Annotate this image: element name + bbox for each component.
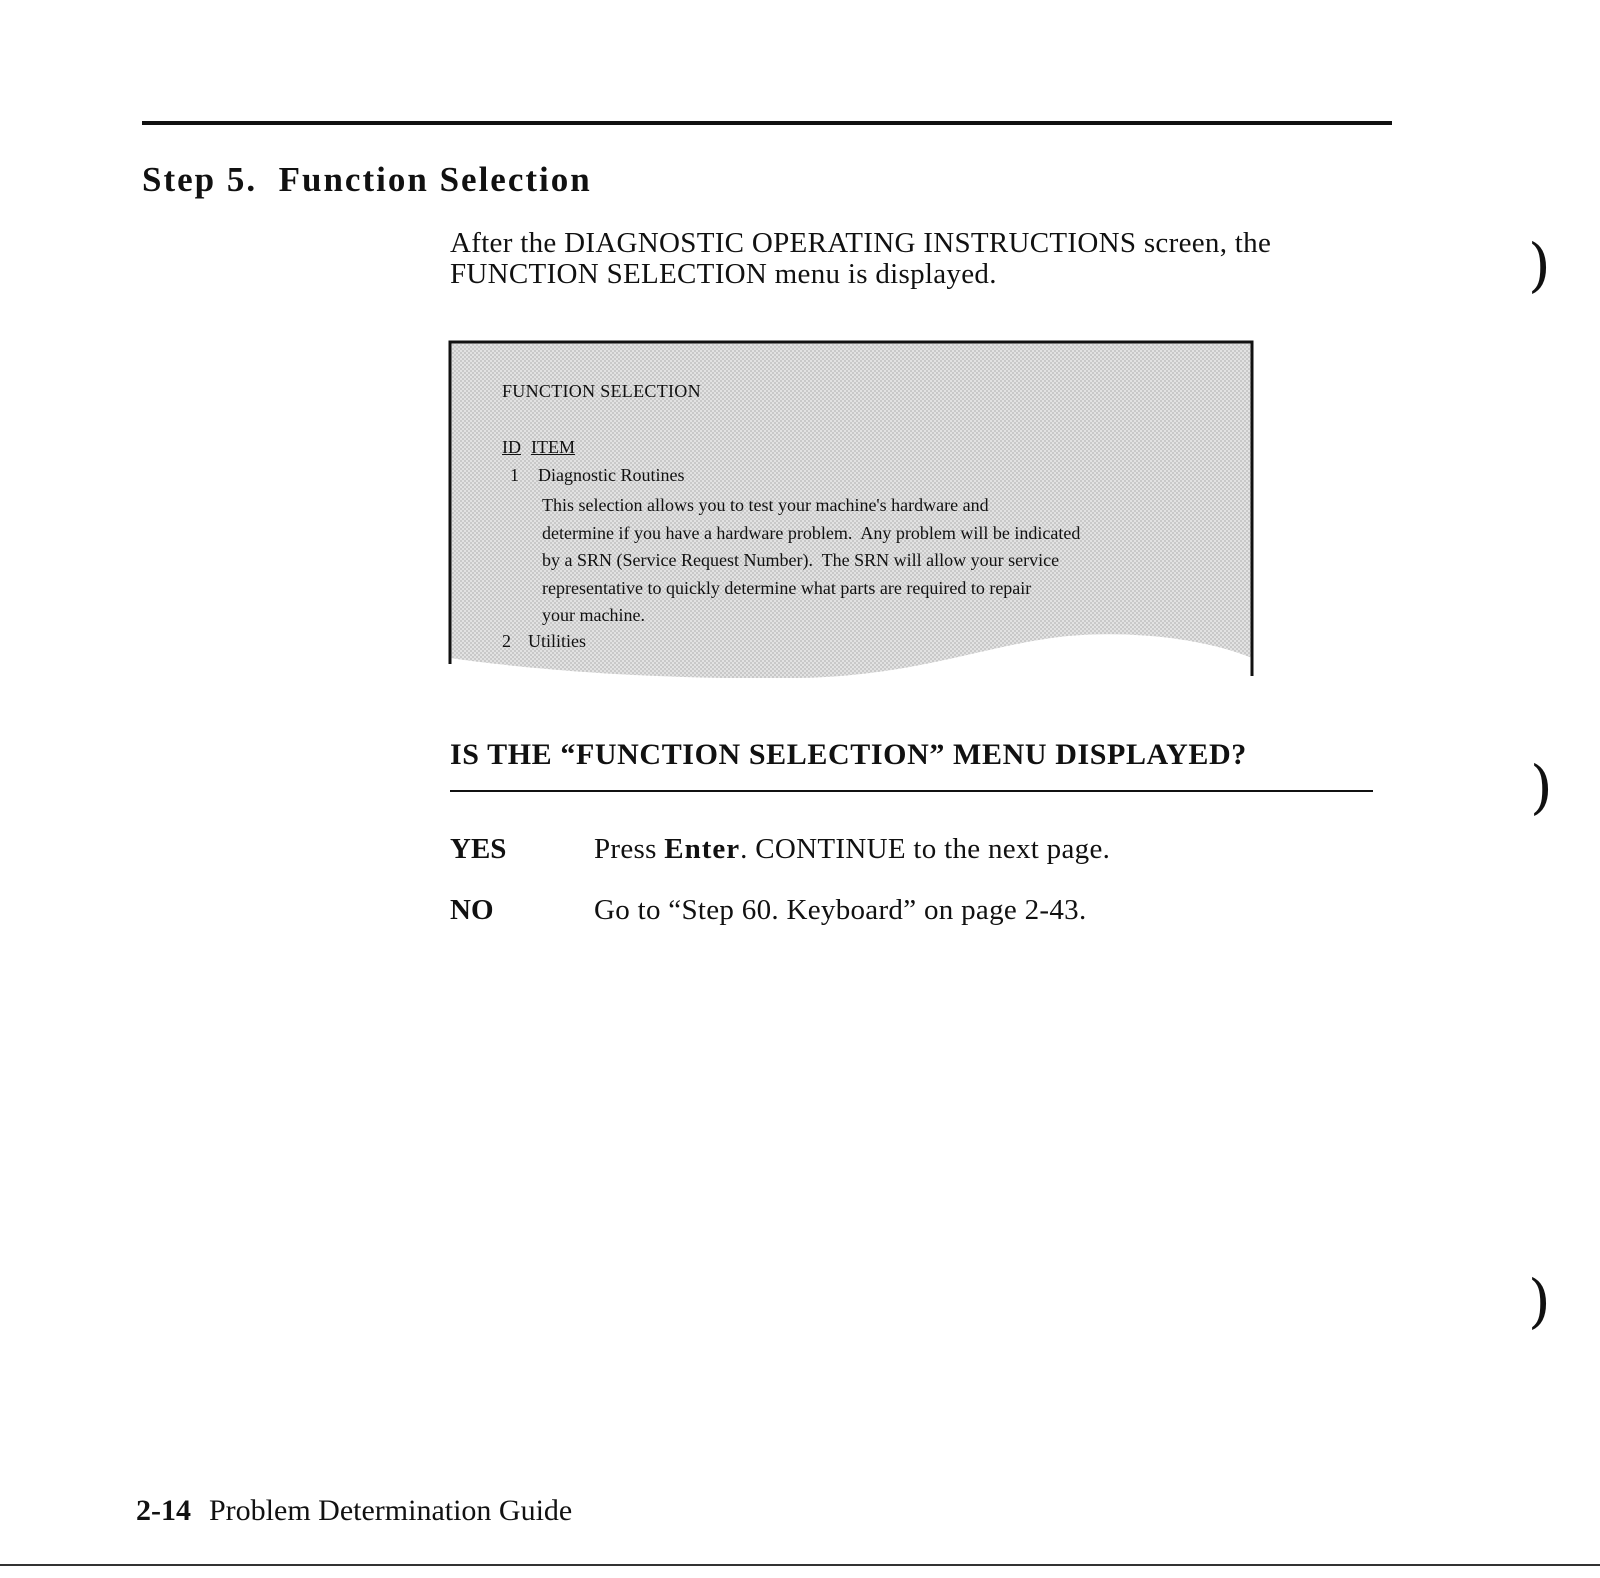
column-headers <box>502 436 585 458</box>
question-heading: IS THE “FUNCTION SELECTION” MENU DISPLAYED? <box>450 738 1247 771</box>
step-number: Step 5. <box>142 160 258 199</box>
enter-key: Enter <box>664 833 741 865</box>
menu-item-label: Utilities <box>528 631 586 651</box>
page-footer <box>136 1494 572 1528</box>
screen-title: FUNCTION SELECTION <box>502 381 701 401</box>
menu-item-label: Diagnostic Routines <box>538 465 685 485</box>
margin-mark: ) <box>1528 231 1551 299</box>
step-title: Function Selection <box>278 160 592 199</box>
intro-paragraph: After the DIAGNOSTIC OPERATING INSTRUCTIONS screen, the FUNCTION SELECTION menu is displayed. <box>450 227 1272 290</box>
menu-item-utilities[interactable] <box>502 630 586 652</box>
yes-label: YES <box>450 833 507 865</box>
margin-mark: ) <box>1530 753 1553 821</box>
menu-item-id: 2 <box>502 631 511 651</box>
step-heading <box>142 160 592 200</box>
question-rule <box>450 790 1373 792</box>
column-id-header: ID <box>502 437 521 457</box>
no-instruction: Go to “Step 60. Keyboard” on page 2-43. <box>594 894 1087 926</box>
margin-mark: ) <box>1528 1267 1551 1335</box>
yes-instruction <box>594 833 1110 866</box>
bottom-rule <box>0 1564 1600 1566</box>
menu-item-id: 1 <box>510 465 519 485</box>
yes-pre: Press <box>594 833 665 865</box>
top-rule <box>142 121 1392 125</box>
no-label: NO <box>450 894 494 926</box>
document-title: Problem Determination Guide <box>209 1494 573 1527</box>
yes-post: . CONTINUE to the next page. <box>740 833 1111 865</box>
page-number: 2-14 <box>136 1494 191 1527</box>
menu-item-diagnostic-routines[interactable] <box>510 464 685 486</box>
function-selection-screen <box>448 340 1254 678</box>
menu-item-description: This selection allows you to test your machine's hardware and determine if you have a hardware problem. Any problem will be indicated by a SRN (Service Request Number). The SRN will allow your service representative to quickly determine what parts are required to repair your machine. <box>542 495 1081 626</box>
column-item-header: ITEM <box>531 437 575 457</box>
